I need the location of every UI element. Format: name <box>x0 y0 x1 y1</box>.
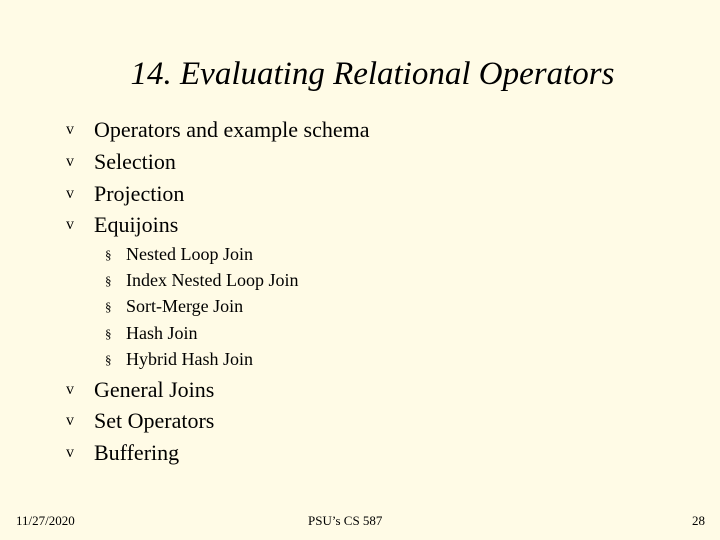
list-item <box>66 209 178 241</box>
sub-list-item <box>105 241 253 267</box>
bullet-text: Operators and example schema <box>94 117 370 142</box>
sub-bullet-icon: § <box>105 325 112 341</box>
sub-bullet-text: Hybrid Hash Join <box>126 348 253 369</box>
sub-list-item <box>105 267 298 293</box>
sub-bullet-text: Sort-Merge Join <box>126 295 244 316</box>
sub-list-item <box>105 320 198 346</box>
bullet-icon: v <box>66 121 74 138</box>
list-item <box>66 114 370 146</box>
bullet-icon: v <box>66 185 74 202</box>
list-item <box>66 405 214 437</box>
bullet-icon: v <box>66 412 74 429</box>
bullet-text: Projection <box>94 181 185 206</box>
sub-bullet-text: Index Nested Loop Join <box>126 269 299 290</box>
slide-title: 14. Evaluating Relational Operators <box>130 56 615 92</box>
sub-bullet-icon: § <box>105 351 112 367</box>
sub-bullet-icon: § <box>105 272 112 288</box>
sub-bullet-icon: § <box>105 246 112 262</box>
sub-list-item <box>105 293 243 319</box>
bullet-icon: v <box>66 381 74 398</box>
footer-course: PSU’s CS 587 <box>308 513 383 528</box>
sub-bullet-text: Hash Join <box>126 322 198 343</box>
bullet-text: Set Operators <box>94 408 215 433</box>
page-number: 28 <box>692 513 705 528</box>
bullet-text: Buffering <box>94 440 180 465</box>
list-item <box>66 178 184 210</box>
bullet-text: Equijoins <box>94 212 179 237</box>
bullet-icon: v <box>66 153 74 170</box>
sub-bullet-text: Nested Loop Join <box>126 243 253 264</box>
sub-bullet-icon: § <box>105 298 112 314</box>
list-item <box>66 374 214 406</box>
list-item <box>66 146 176 178</box>
list-item <box>66 437 179 469</box>
footer-date: 11/27/2020 <box>16 513 75 528</box>
sub-list-item <box>105 346 253 372</box>
bullet-text: Selection <box>94 149 176 174</box>
bullet-icon: v <box>66 216 74 233</box>
bullet-icon: v <box>66 444 74 461</box>
bullet-text: General Joins <box>94 377 215 402</box>
